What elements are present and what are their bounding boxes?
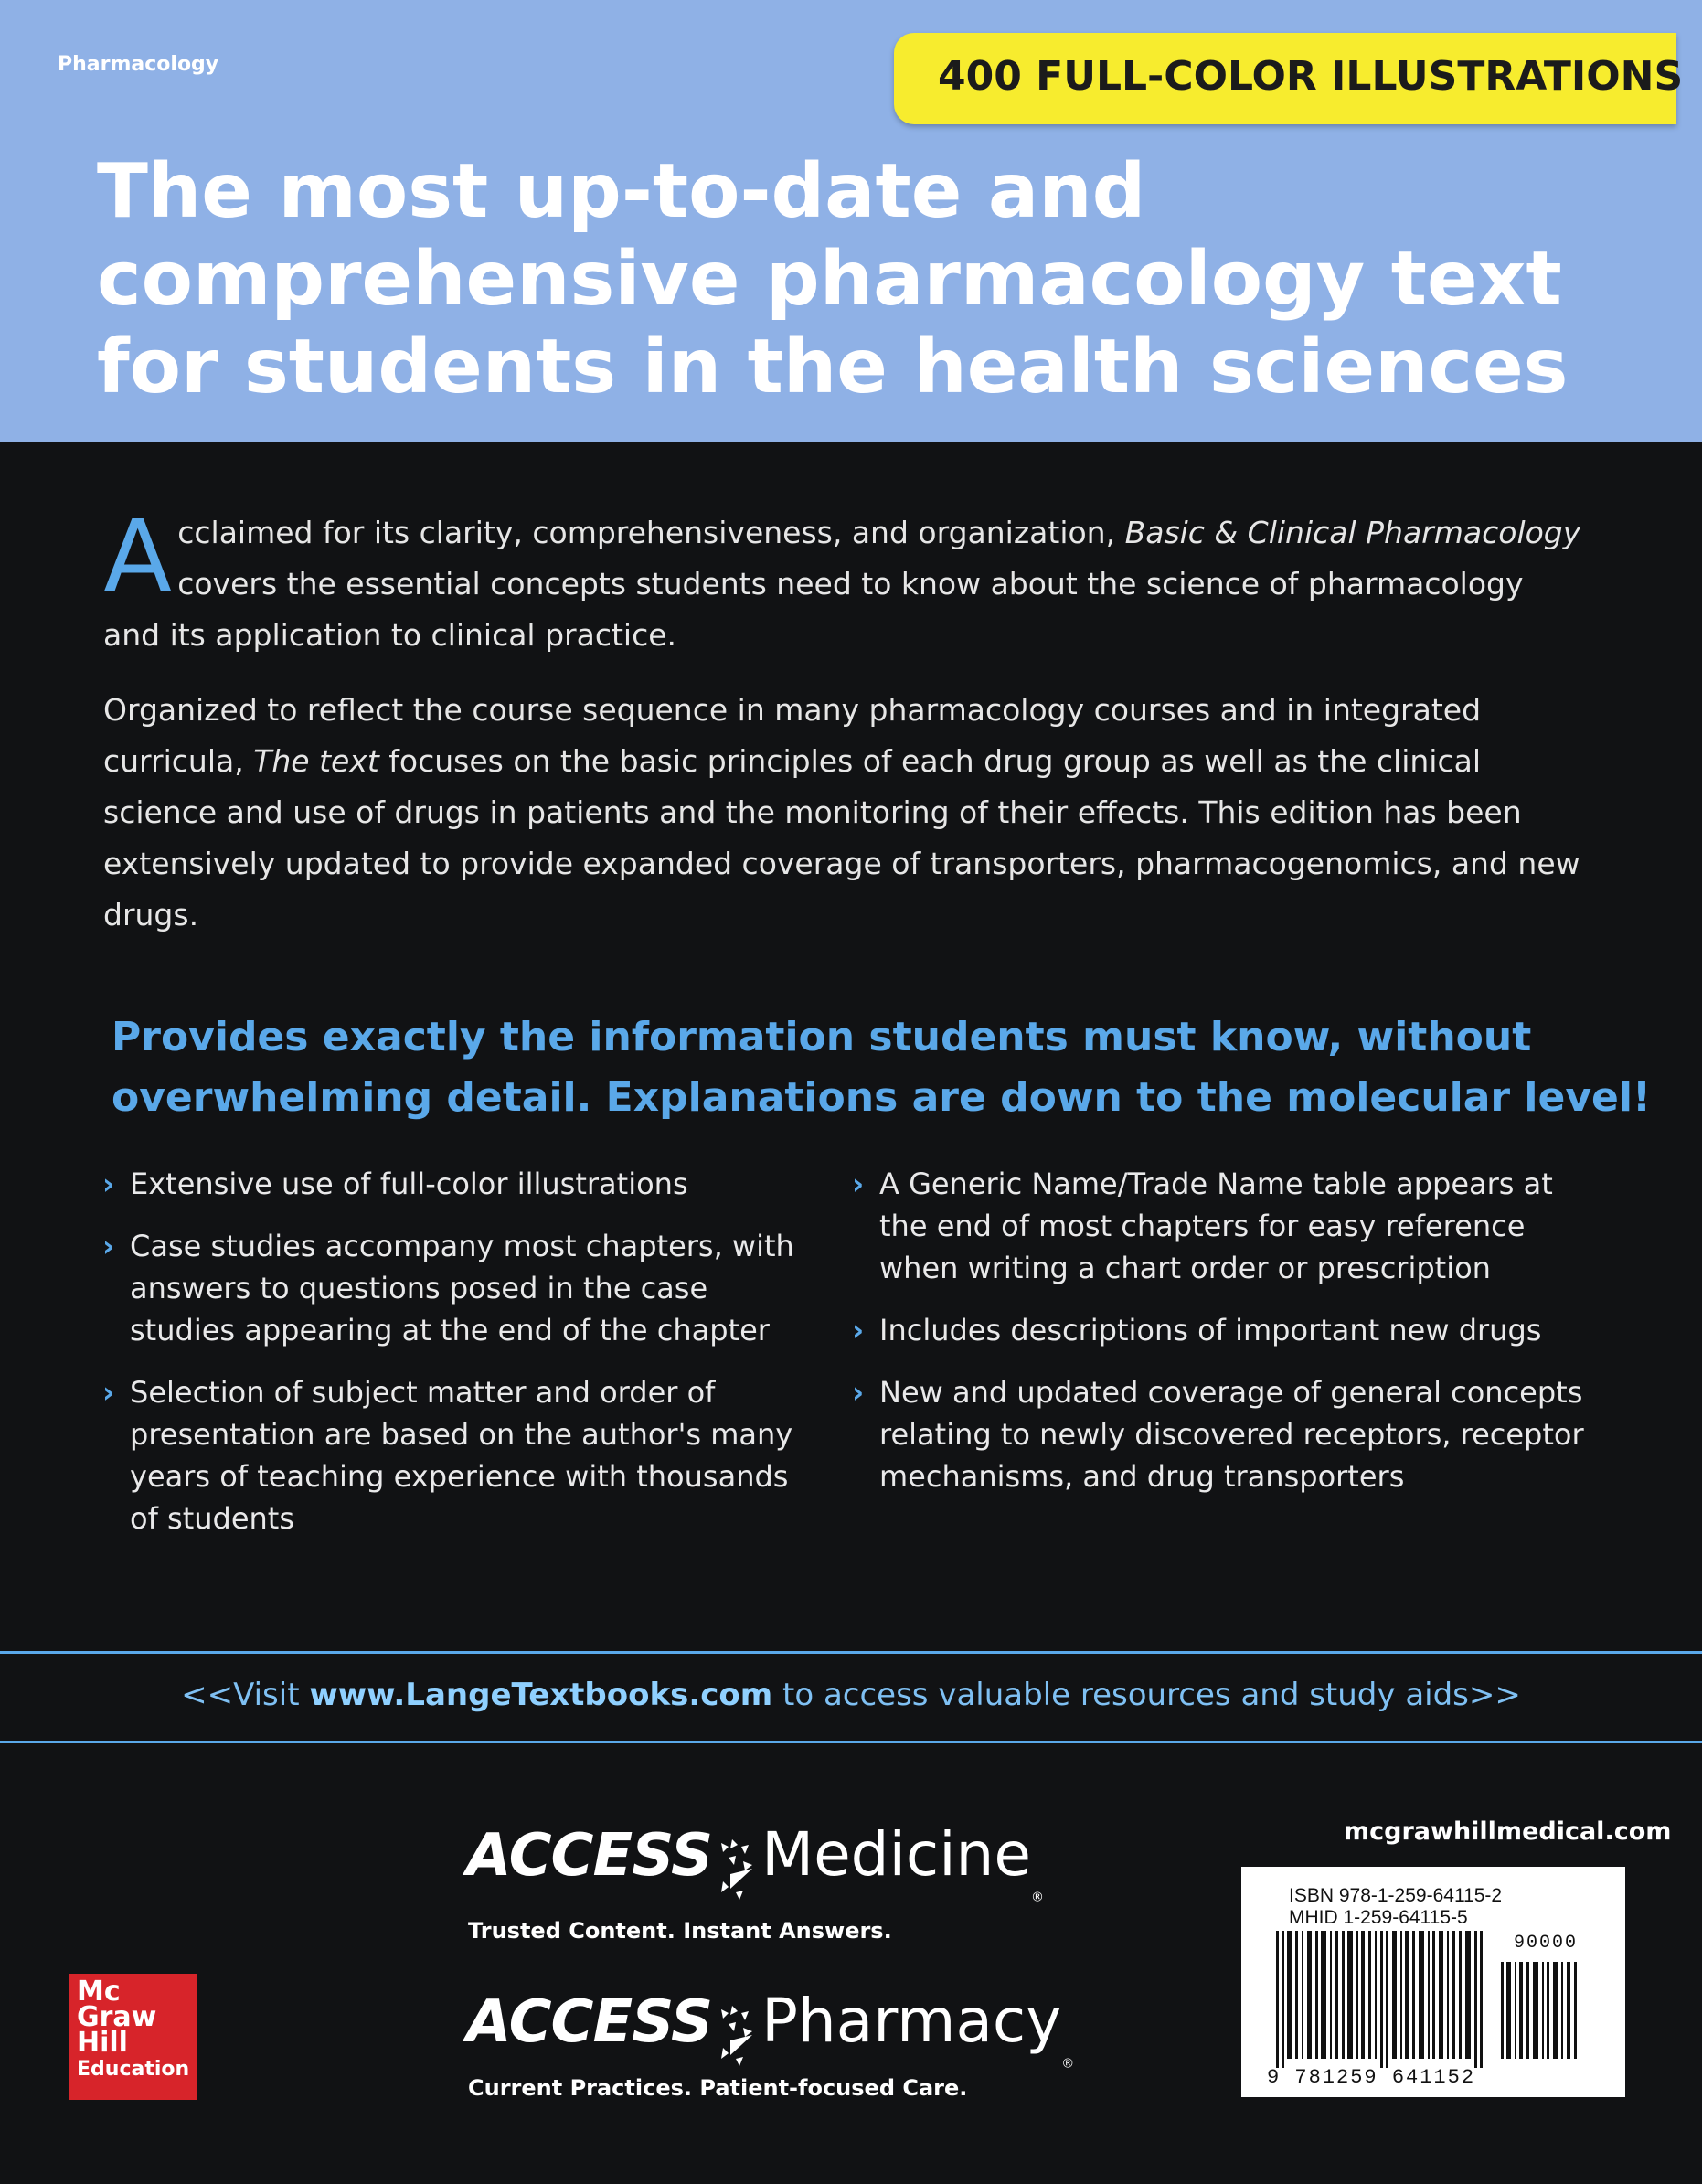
publisher-website[interactable]: mcgrawhillmedical.com bbox=[1344, 1817, 1672, 1846]
list-item: › New and updated coverage of general concepts relating to newly discovered receptors, receptor mechanisms, and drug transporters bbox=[852, 1371, 1601, 1497]
drop-cap: A bbox=[103, 498, 173, 615]
starburst-icon bbox=[716, 2004, 758, 2072]
access-medicine-tagline: Trusted Content. Instant Answers. bbox=[468, 1918, 892, 1944]
bullet-list-left bbox=[102, 1163, 797, 1560]
visit-website-line: <<Visit www.LangeTextbooks.com to access valuable resources and study aids>> bbox=[181, 1677, 1521, 1713]
isbn-text: ISBN 978-1-259-64115-2 MHID 1-259-64115-5 bbox=[1289, 1885, 1503, 1928]
intro-paragraph-2: Organized to reflect the course sequence in many pharmacology courses and in integrated curricula, The text focuses on the basic principles of each drug group as well as the clinical science and use of drugs in patients and the monitoring of their effects. This edition has been extensively updated to provide expanded coverage of transporters, pharmacogenomics, and new drugs. bbox=[103, 692, 1580, 932]
barcode-digits: 9 781259 641152 bbox=[1267, 2066, 1476, 2089]
callout-line: Provides exactly the information students must know, without bbox=[112, 1014, 1532, 1060]
divider-top bbox=[0, 1651, 1702, 1654]
chevron-right-icon: › bbox=[102, 1167, 115, 1201]
chevron-right-icon: › bbox=[852, 1375, 865, 1410]
isbn-barcode bbox=[1241, 1867, 1625, 2097]
chevron-right-icon: › bbox=[852, 1313, 865, 1348]
header-band bbox=[0, 0, 1702, 442]
list-item: › Includes descriptions of important new drugs bbox=[852, 1309, 1601, 1351]
callout-heading bbox=[112, 1007, 1652, 1128]
headline-line: The most up-to-date and bbox=[97, 148, 1146, 235]
mcgraw-hill-logo: Mc Graw Hill Education bbox=[69, 1974, 197, 2100]
intro-text bbox=[103, 498, 1584, 941]
chevron-right-icon: › bbox=[102, 1375, 115, 1410]
starburst-icon bbox=[716, 1838, 758, 1905]
list-item: › A Generic Name/Trade Name table appears at the end of most chapters for easy reference when writing a chart order or prescription bbox=[852, 1163, 1601, 1289]
callout-line: overwhelming detail. Explanations are down to the molecular level! bbox=[112, 1074, 1652, 1121]
intro-paragraph-1: Acclaimed for its clarity, comprehensiveness, and organization, Basic & Clinical Pharmacology covers the essential concepts students need to know about the science of pharmacology and its application to clinical practice. bbox=[103, 498, 1581, 653]
price-code: 90000 bbox=[1514, 1933, 1579, 1954]
headline-line: comprehensive pharmacology text bbox=[97, 236, 1562, 323]
bullet-list-right bbox=[852, 1163, 1601, 1518]
chevron-right-icon: › bbox=[102, 1229, 115, 1263]
list-item: › Extensive use of full-color illustrations bbox=[102, 1163, 797, 1205]
book-title: Basic & Clinical Pharmacology bbox=[1124, 515, 1581, 550]
headline-line: for students in the health sciences bbox=[97, 324, 1569, 410]
access-pharmacy-logo: ACCESS Pharmacy® bbox=[466, 1986, 1075, 2072]
illustrations-banner bbox=[894, 33, 1684, 124]
lange-link[interactable]: www.LangeTextbooks.com bbox=[309, 1677, 773, 1713]
list-item: › Selection of subject matter and order of presentation are based on the author's many years of teaching experience with thousands of students bbox=[102, 1371, 797, 1539]
headline bbox=[97, 148, 1569, 411]
list-item: › Case studies accompany most chapters, with answers to questions posed in the case studies appearing at the end of the chapter bbox=[102, 1225, 797, 1351]
category-label: Pharmacology bbox=[58, 53, 219, 76]
divider-bottom bbox=[0, 1741, 1702, 1743]
access-medicine-logo: ACCESS Medicine® bbox=[466, 1819, 1044, 1905]
banner-text: 400 FULL-COLOR ILLUSTRATIONS bbox=[938, 53, 1684, 100]
chevron-right-icon: › bbox=[852, 1167, 865, 1201]
access-pharmacy-tagline: Current Practices. Patient-focused Care. bbox=[468, 2075, 968, 2101]
